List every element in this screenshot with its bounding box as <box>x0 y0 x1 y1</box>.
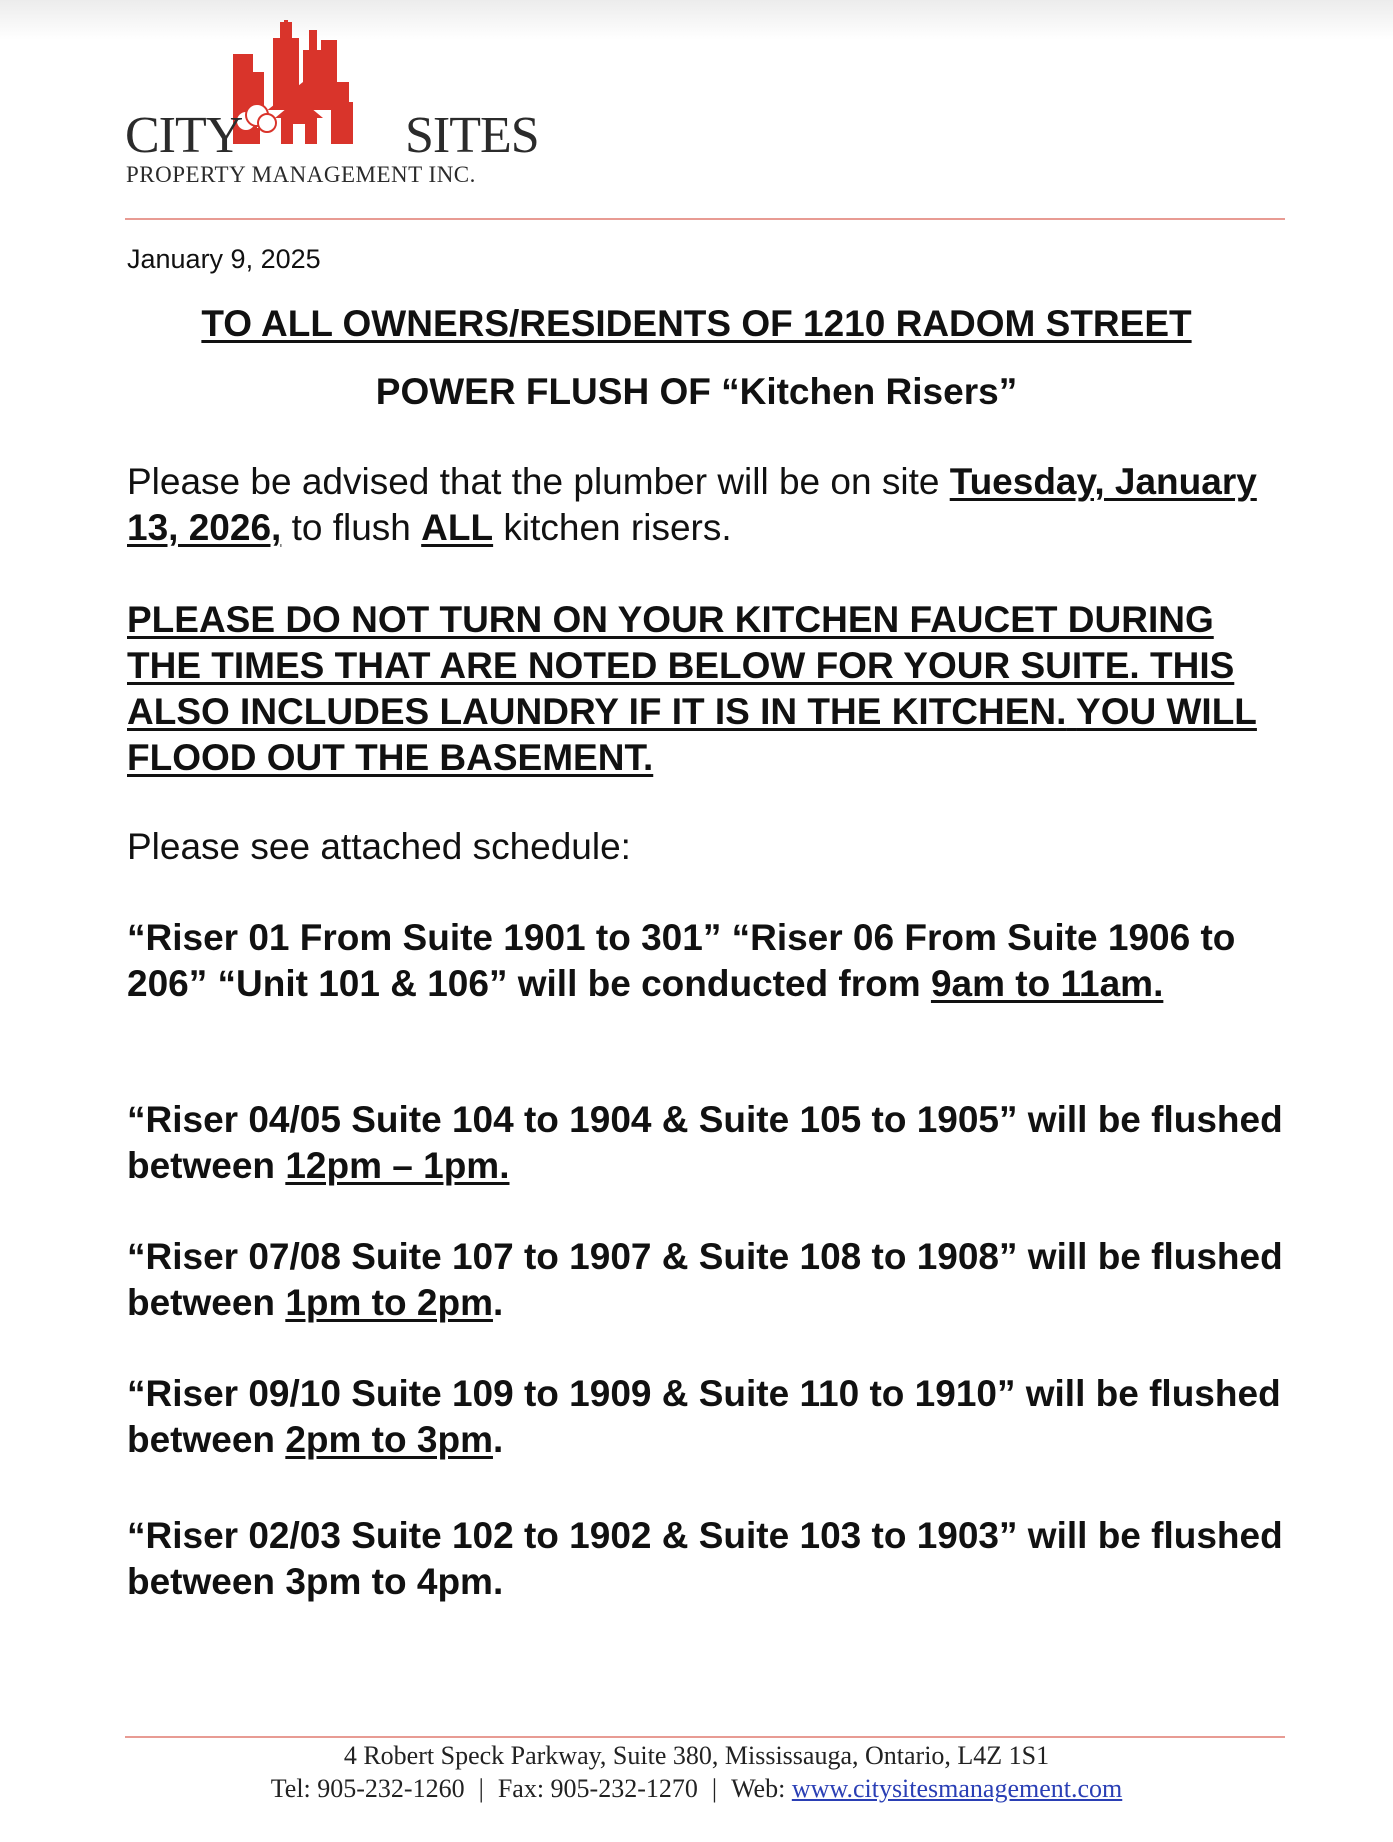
footer-web-label: Web: <box>731 1774 792 1803</box>
footer-address: 4 Robert Speck Parkway, Suite 380, Mississauga, Ontario, L4Z 1S1 <box>343 1741 1050 1770</box>
logo-word-sites: SITES <box>405 107 539 164</box>
header-divider <box>125 218 1285 220</box>
footer-separator: | <box>711 1774 718 1803</box>
schedule-item-tail: . <box>492 1419 504 1460</box>
see-schedule-text: Please see attached schedule: <box>127 826 631 867</box>
schedule-item-time: 2pm to 3pm <box>285 1419 493 1460</box>
warning-paragraph <box>127 597 1287 781</box>
letter-subheading: POWER FLUSH OF “Kitchen Risers” <box>375 371 1018 412</box>
schedule-item-text: “Riser 09/10 Suite 109 to 1909 & Suite 110 to 1910” will be flushed between <box>127 1373 1281 1460</box>
schedule-item <box>127 1097 1287 1189</box>
footer-fax: Fax: 905-232-1270 <box>497 1774 698 1803</box>
footer-divider <box>125 1736 1285 1738</box>
footer-contacts <box>0 1776 1393 1802</box>
schedule-item-text: “Riser 02/03 Suite 102 to 1902 & Suite 103 to 1903” will be flushed between 3pm to 4pm. <box>127 1515 1283 1602</box>
schedule-item-time: 1pm to 2pm <box>285 1282 493 1323</box>
intro-text-a: Please be advised that the plumber will be on site <box>127 461 950 502</box>
intro-text-c: kitchen risers. <box>493 507 732 548</box>
warning-text-b: YOU WILL FLOOD OUT THE BASEMENT. <box>127 691 1257 778</box>
footer-separator: | <box>478 1774 484 1803</box>
letter-heading <box>0 305 1393 342</box>
schedule-item <box>127 1234 1287 1326</box>
intro-all: ALL <box>421 507 494 548</box>
intro-text-b: to flush <box>281 507 422 548</box>
website-link[interactable]: www.citysitesmanagement.com <box>791 1774 1123 1803</box>
logo-word-city: CITY <box>125 107 243 164</box>
letter-date: January 9, 2025 <box>127 244 321 274</box>
logo-tagline: PROPERTY MANAGEMENT INC. <box>126 162 476 187</box>
warning-text-a: PLEASE DO NOT TURN ON YOUR KITCHEN FAUCET DURING THE TIMES THAT ARE NOTED BELOW FOR YOUR SUITE. THIS ALSO INCLUDES LAUNDRY IF IT IS IN THE KITCHEN. <box>127 599 1235 732</box>
schedule-item-tail: . <box>492 1282 504 1323</box>
intro-paragraph <box>127 459 1287 551</box>
intro-date: Tuesday, January 13, 2026, <box>127 461 1257 548</box>
schedule-item-text: “Riser 07/08 Suite 107 to 1907 & Suite 108 to 1908” will be flushed between <box>127 1236 1283 1323</box>
schedule-item <box>127 1513 1287 1605</box>
schedule-item-text: “Riser 04/05 Suite 104 to 1904 & Suite 105 to 1905” will be flushed between <box>127 1099 1283 1186</box>
company-logo <box>125 20 565 190</box>
footer-tel: Tel: 905-232-1260 <box>270 1774 465 1803</box>
schedule-item-time: 12pm – 1pm. <box>285 1145 510 1186</box>
schedule-item-time: 9am to 11am. <box>930 963 1164 1004</box>
schedule-item <box>127 915 1297 1007</box>
heading-text: TO ALL OWNERS/RESIDENTS OF 1210 RADOM STREET <box>201 303 1192 344</box>
schedule-item <box>127 1371 1287 1463</box>
schedule-item-text: “Riser 01 From Suite 1901 to 301” “Riser 06 From Suite 1906 to 206” “Unit 101 & 106” will be conducted from <box>127 917 1236 1004</box>
